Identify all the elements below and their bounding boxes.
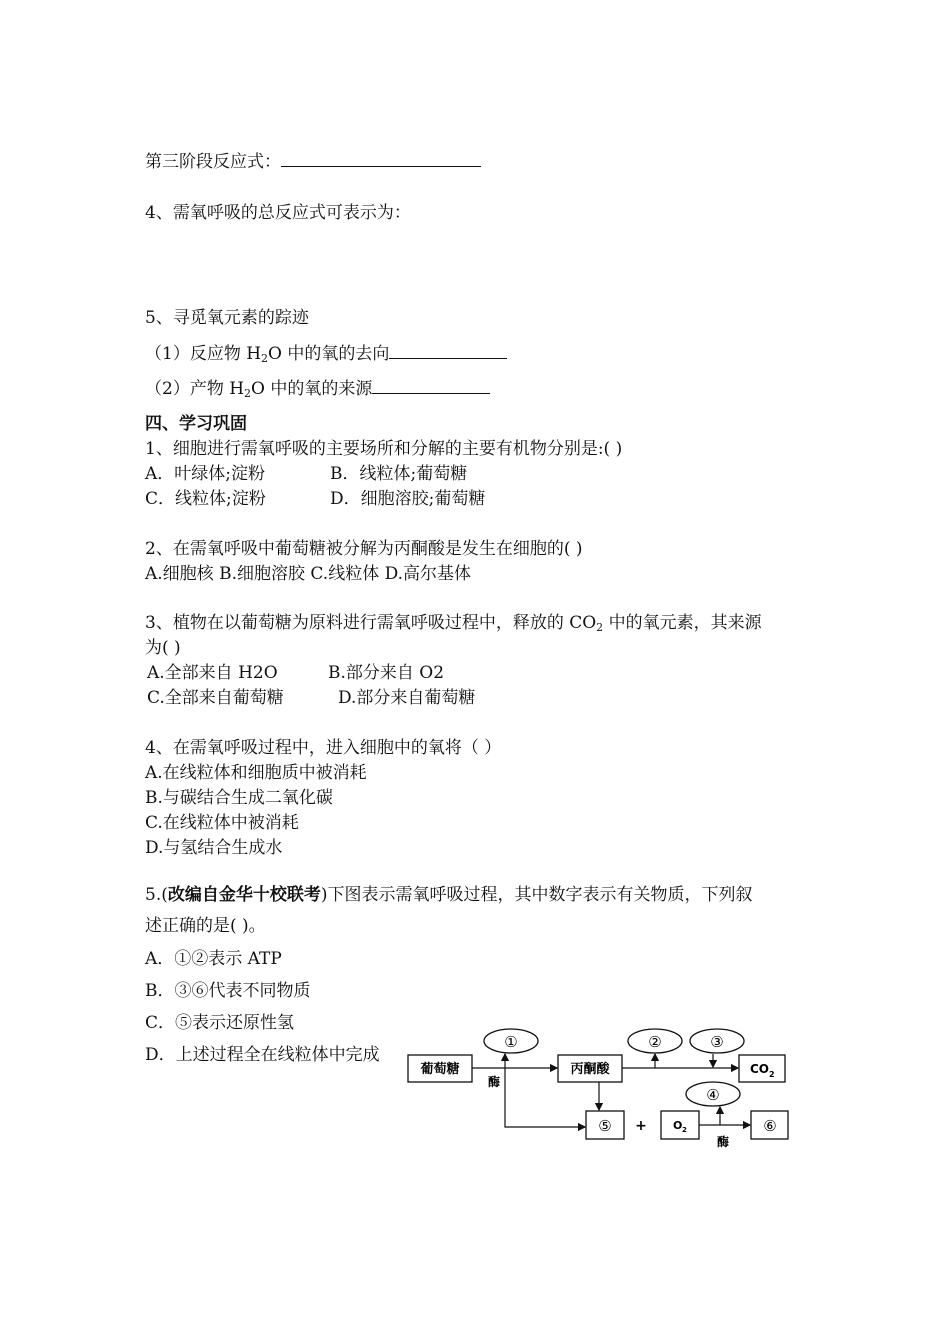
co2-subscript: 2 bbox=[769, 1070, 775, 1079]
num-2: ② bbox=[648, 1033, 662, 1051]
mcq4-stem: 4、在需氧呼吸过程中，进入细胞中的氧将（ ） bbox=[145, 738, 502, 758]
mcq5-option-b[interactable]: B．③⑥代表不同物质 bbox=[145, 981, 311, 1001]
q5-sub1-subscript: 2 bbox=[261, 352, 269, 365]
q5-sub2-pre: （2）产物 H bbox=[145, 379, 245, 399]
q5-sub1-blank[interactable] bbox=[389, 342, 507, 359]
mcq3-stem-pre: 3、植物在以葡萄糖为原料进行需氧呼吸过程中，释放的 CO bbox=[145, 613, 597, 633]
mcq3-stem-line2: 为( ) bbox=[145, 638, 181, 658]
mcq4-option-c[interactable]: C.在线粒体中被消耗 bbox=[145, 813, 299, 833]
mcq3-option-b[interactable]: B.部分来自 O2 bbox=[328, 663, 445, 683]
mcq5-stem-pre: 5.( bbox=[145, 885, 168, 905]
q4-total-answer-space[interactable] bbox=[145, 232, 785, 292]
section4-title: 四、学习巩固 bbox=[145, 414, 247, 434]
glucose-label: 葡萄糖 bbox=[420, 1062, 460, 1077]
q5-trace-sub2 bbox=[145, 377, 490, 400]
mcq3-option-d[interactable]: D.部分来自葡萄糖 bbox=[338, 688, 476, 708]
q5-sub2-blank[interactable] bbox=[372, 377, 490, 394]
o2-label: O bbox=[673, 1119, 683, 1132]
mcq4-option-b[interactable]: B.与碳结合生成二氧化碳 bbox=[145, 788, 333, 808]
mcq5-stem-post: )下图表示需氧呼吸过程，其中数字表示有关物质，下列叙 bbox=[320, 885, 753, 905]
mcq4-option-a[interactable]: A.在线粒体和细胞质中被消耗 bbox=[145, 763, 367, 783]
o2-subscript: 2 bbox=[682, 1126, 687, 1134]
q5-sub1-pre: （1）反应物 H bbox=[145, 344, 262, 364]
num-1: ① bbox=[504, 1033, 518, 1051]
mcq1-option-c[interactable]: C．线粒体;淀粉 bbox=[145, 489, 266, 509]
respiration-diagram bbox=[400, 1022, 800, 1152]
q5-trace-sub1 bbox=[145, 342, 507, 365]
mcq2-options[interactable]: A.细胞核 B.细胞溶胶 C.线粒体 D.高尔基体 bbox=[145, 564, 472, 584]
mcq1-option-b[interactable]: B．线粒体;葡萄糖 bbox=[330, 464, 468, 484]
mcq5-option-d[interactable]: D．上述过程全在线粒体中完成 bbox=[145, 1045, 380, 1065]
q5-sub1-post: O 中的氧的去向 bbox=[268, 344, 390, 364]
mcq5-stem-line2: 述正确的是( )。 bbox=[145, 916, 266, 936]
num-5: ⑤ bbox=[598, 1117, 612, 1135]
plus-sign: + bbox=[635, 1118, 647, 1134]
q5-trace-title: 5、寻觅氧元素的踪迹 bbox=[145, 308, 309, 328]
mcq5-option-c[interactable]: C．⑤表示还原性氢 bbox=[145, 1013, 295, 1033]
q4-total-line: 4、需氧呼吸的总反应式可表示为： bbox=[145, 203, 411, 223]
mcq1-stem: 1、细胞进行需氧呼吸的主要场所和分解的主要有机物分别是:( ) bbox=[145, 439, 623, 459]
enzyme-label-1: 酶 bbox=[488, 1075, 501, 1089]
mcq3-option-a[interactable]: A.全部来自 H2O bbox=[147, 663, 278, 683]
q5-sub2-post: O 中的氧的来源 bbox=[251, 379, 373, 399]
mcq3-stem-post: 中的氧元素，其来源 bbox=[603, 613, 762, 633]
mcq1-option-a[interactable]: A．叶绿体;淀粉 bbox=[145, 464, 266, 484]
mcq3-option-c[interactable]: C.全部来自葡萄糖 bbox=[147, 688, 284, 708]
num-6: ⑥ bbox=[763, 1117, 777, 1135]
stage3-label: 第三阶段反应式： bbox=[145, 152, 281, 172]
q5-sub2-subscript: 2 bbox=[244, 387, 252, 400]
mcq2-stem: 2、在需氧呼吸中葡萄糖被分解为丙酮酸是发生在细胞的( ) bbox=[145, 539, 583, 559]
num-3: ③ bbox=[710, 1033, 724, 1051]
mcq1-option-d[interactable]: D．细胞溶胶;葡萄糖 bbox=[330, 489, 486, 509]
stage3-answer-blank[interactable] bbox=[281, 150, 481, 167]
pyruvate-label: 丙酮酸 bbox=[570, 1062, 610, 1077]
num-4: ④ bbox=[706, 1086, 720, 1104]
mcq5-source: 改编自金华十校联考 bbox=[167, 885, 321, 905]
mcq5-stem bbox=[145, 884, 753, 906]
mcq3-stem bbox=[145, 612, 762, 634]
enzyme-label-2: 酶 bbox=[717, 1135, 730, 1149]
co2-label: CO bbox=[750, 1062, 770, 1076]
mcq5-option-a[interactable]: A．①②表示 ATP bbox=[145, 949, 282, 969]
stage3-line bbox=[145, 150, 481, 173]
mcq3-stem-subscript: 2 bbox=[596, 621, 604, 634]
mcq4-option-d[interactable]: D.与氢结合生成水 bbox=[145, 838, 283, 858]
